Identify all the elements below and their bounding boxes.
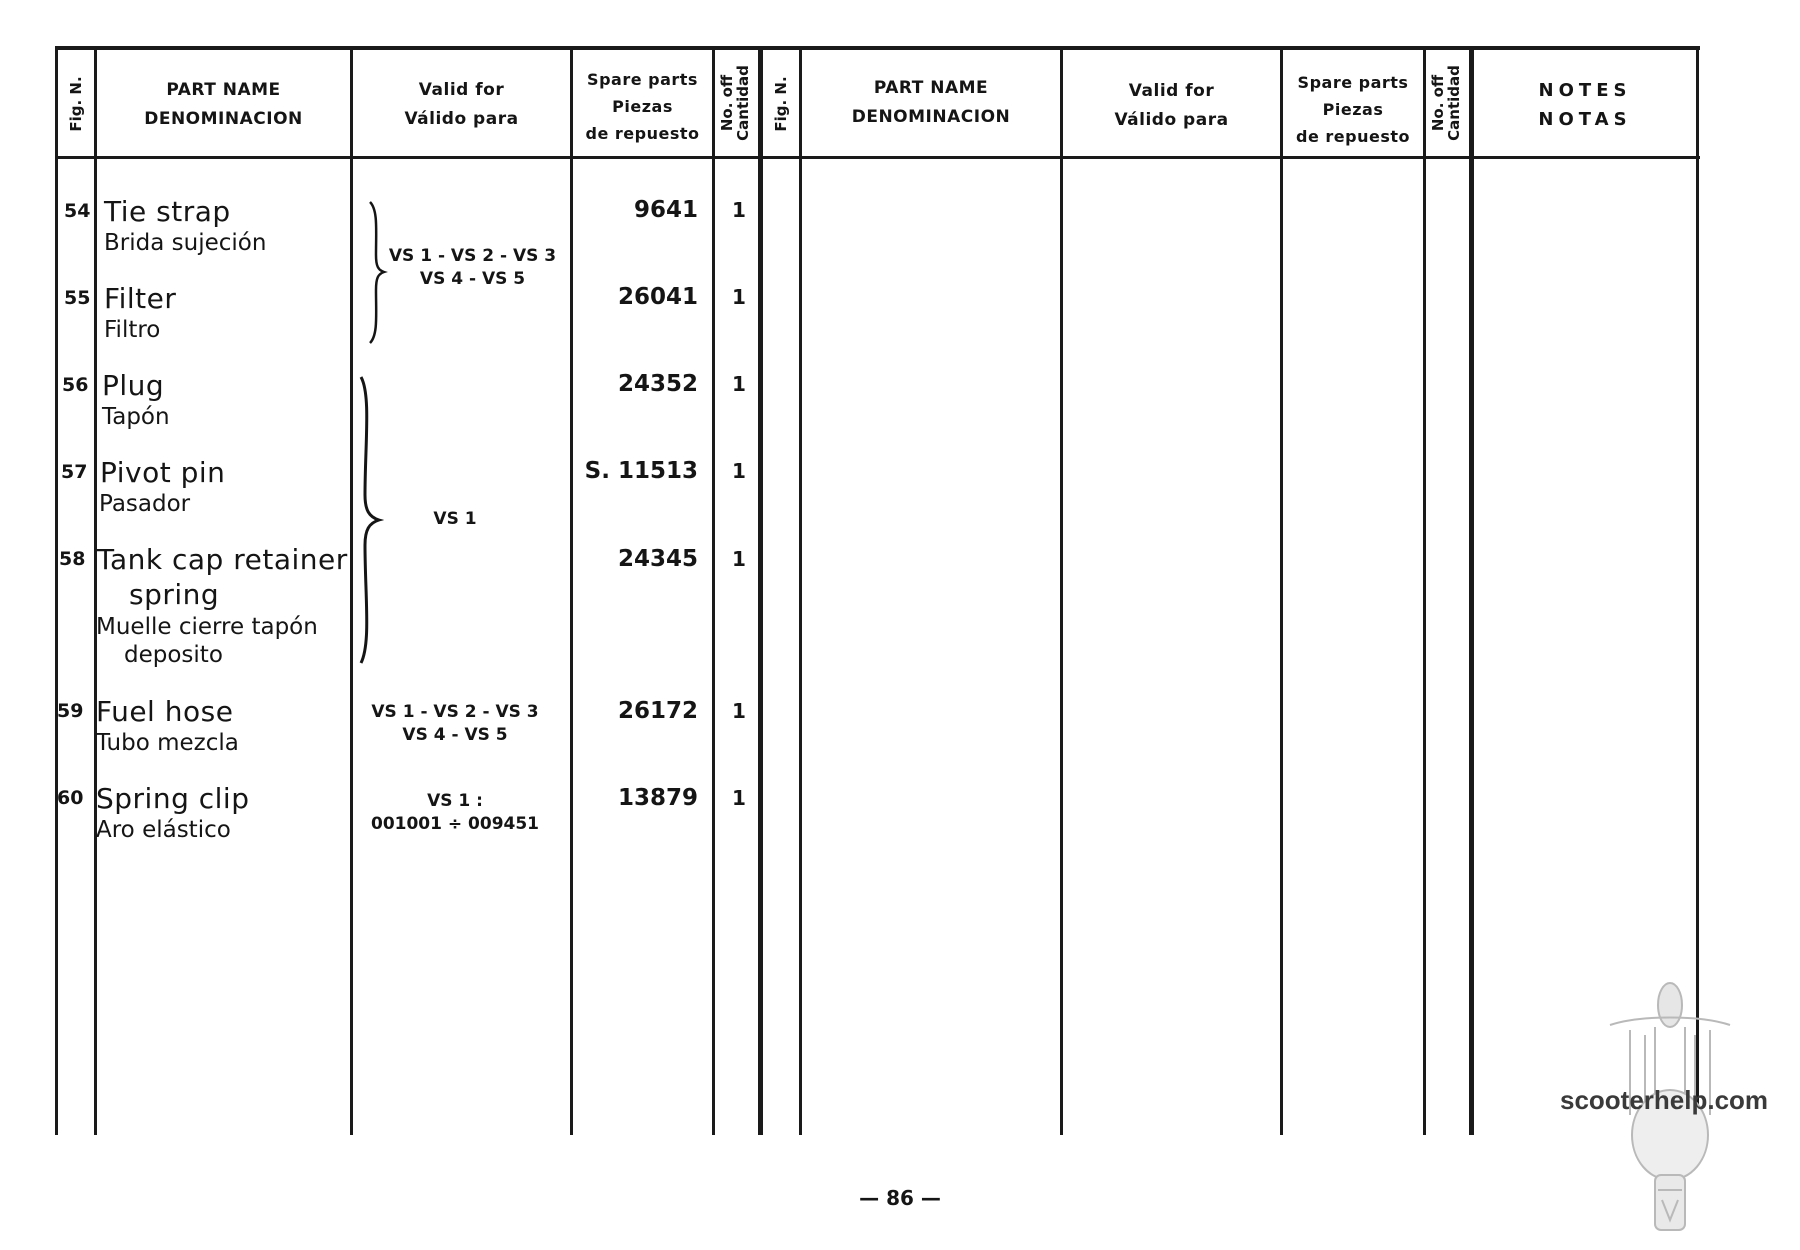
row-part-name-en: Pivot pin xyxy=(100,456,226,489)
row-part-name-es: Pasador xyxy=(99,491,191,517)
header-quantity-en: No. off xyxy=(718,74,736,132)
header-valid-for-en: Valid for xyxy=(1128,81,1215,101)
header-part-name-en: PART NAME xyxy=(873,78,989,98)
row-part-name-en: Tie strap xyxy=(104,195,231,228)
row-part-name-es: Muelle cierre tapón xyxy=(96,614,318,640)
column-divider xyxy=(1696,50,1699,1135)
row-quantity: 1 xyxy=(732,786,746,810)
header-spare-parts-es2: de repuesto xyxy=(1296,127,1410,146)
row-fig-number: 54 xyxy=(64,200,91,222)
header-fig-number: Fig. N. xyxy=(67,76,85,132)
row-quantity: 1 xyxy=(732,198,746,222)
page-number: — 86 — xyxy=(859,1186,941,1210)
column-divider xyxy=(1280,50,1283,1135)
row-part-name-en: Filter xyxy=(104,282,177,315)
validity-row-60 xyxy=(355,790,555,836)
header-notes-es: NOTAS xyxy=(1538,109,1632,130)
column-divider xyxy=(350,50,353,1135)
column-divider xyxy=(94,50,97,1135)
column-divider xyxy=(1060,50,1063,1135)
header-quantity xyxy=(1430,63,1462,143)
table-top-border xyxy=(55,46,1700,50)
row-part-name-en-cont: spring xyxy=(129,578,220,611)
header-spare-parts-es1: Piezas xyxy=(612,97,673,116)
row-part-number: 13879 xyxy=(617,785,698,811)
row-part-name-en: Spring clip xyxy=(96,782,250,815)
column-divider xyxy=(758,50,763,1135)
validity-brace-group-b xyxy=(355,375,385,665)
header-part-name-es: DENOMINACION xyxy=(144,109,303,129)
header-spare-parts xyxy=(1283,69,1423,150)
header-notes-en: NOTES xyxy=(1538,80,1632,101)
header-quantity xyxy=(719,63,751,143)
row-fig-number: 59 xyxy=(57,700,84,722)
header-spare-parts-en: Spare parts xyxy=(1297,73,1409,92)
header-quantity-es: Cantidad xyxy=(1445,65,1463,141)
row-quantity: 1 xyxy=(732,459,746,483)
row-fig-number: 55 xyxy=(64,287,91,309)
row-part-name-es-cont: deposito xyxy=(124,642,223,668)
header-spare-parts-es1: Piezas xyxy=(1322,100,1384,119)
header-spare-parts-en: Spare parts xyxy=(587,70,698,89)
header-part-name-es: DENOMINACION xyxy=(851,107,1011,127)
row-part-number: 26041 xyxy=(617,284,698,310)
row-fig-number: 58 xyxy=(59,548,86,570)
column-divider xyxy=(55,50,58,1135)
header-notes xyxy=(1474,76,1696,134)
watermark-text: scooterhelp.com xyxy=(1560,1085,1769,1115)
row-quantity: 1 xyxy=(732,285,746,309)
header-quantity-es: Cantidad xyxy=(734,65,752,141)
header-part-name-en: PART NAME xyxy=(166,80,281,100)
validity-group-a xyxy=(380,245,565,291)
row-fig-number: 60 xyxy=(57,787,84,809)
row-part-name-es: Tubo mezcla xyxy=(96,730,239,756)
validity-row-59-line1: VS 1 - VS 2 - VS 3 xyxy=(371,702,539,722)
validity-row-59 xyxy=(355,701,555,747)
row-fig-number: 57 xyxy=(61,461,88,483)
row-part-number: S. 11513 xyxy=(584,458,698,484)
header-part-name xyxy=(802,74,1060,132)
row-part-number: 24345 xyxy=(617,546,698,572)
header-valid-for-es: Válido para xyxy=(1114,110,1229,130)
header-spare-parts-es2: de repuesto xyxy=(585,124,700,143)
row-part-name-en: Tank cap retainer xyxy=(97,543,348,576)
row-part-name-es: Filtro xyxy=(104,317,161,343)
row-part-name-es: Brida sujeción xyxy=(104,230,267,256)
header-spare-parts xyxy=(573,66,712,147)
row-part-name-es: Tapón xyxy=(102,404,170,430)
row-part-number: 24352 xyxy=(617,371,698,397)
header-quantity-en: No. off xyxy=(1429,74,1447,132)
header-bottom-border xyxy=(55,156,1700,159)
header-valid-for xyxy=(1063,77,1280,135)
column-divider xyxy=(1469,50,1474,1135)
validity-row-60-line2: 001001 ÷ 009451 xyxy=(370,814,540,834)
header-valid-for xyxy=(353,76,570,134)
row-quantity: 1 xyxy=(732,547,746,571)
row-part-number: 9641 xyxy=(633,197,698,223)
header-part-name xyxy=(97,76,350,134)
validity-row-60-line1: VS 1 : xyxy=(427,791,483,811)
header-valid-for-en: Valid for xyxy=(418,80,505,100)
header-fig-number: Fig. N. xyxy=(772,76,790,132)
row-part-number: 26172 xyxy=(617,698,698,724)
column-divider xyxy=(1423,50,1426,1135)
row-part-name-en: Plug xyxy=(102,369,165,402)
row-part-name-es: Aro elástico xyxy=(96,817,231,843)
column-divider xyxy=(799,50,802,1135)
column-divider xyxy=(712,50,715,1135)
validity-group-a-line2: VS 4 - VS 5 xyxy=(419,269,526,289)
validity-group-a-line1: VS 1 - VS 2 - VS 3 xyxy=(388,246,557,266)
row-quantity: 1 xyxy=(732,699,746,723)
validity-group-b: VS 1 xyxy=(433,509,477,529)
header-valid-for-es: Válido para xyxy=(404,109,519,129)
row-part-name-en: Fuel hose xyxy=(96,695,234,728)
row-fig-number: 56 xyxy=(62,374,89,396)
validity-row-59-line2: VS 4 - VS 5 xyxy=(402,725,508,745)
row-quantity: 1 xyxy=(732,372,746,396)
